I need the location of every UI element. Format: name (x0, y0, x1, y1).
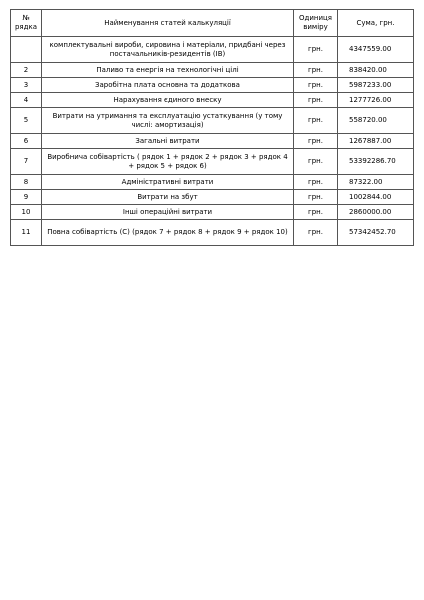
item-sum: 4347559.00 (338, 37, 414, 63)
table-row (11, 190, 414, 205)
item-name: Витрати на збут (42, 190, 294, 205)
table-header-row (11, 10, 414, 37)
item-sum: 838420.00 (338, 63, 414, 78)
calculation-table (10, 9, 414, 246)
table-row (11, 175, 414, 190)
table-row (11, 37, 414, 63)
table-row (11, 63, 414, 78)
item-unit: грн. (294, 37, 338, 63)
item-unit: грн. (294, 134, 338, 149)
item-sum: 2860000.00 (338, 205, 414, 220)
table-row (11, 108, 414, 134)
item-unit: грн. (294, 175, 338, 190)
table-row (11, 149, 414, 175)
row-number: 10 (11, 205, 42, 220)
item-sum: 5987233.00 (338, 78, 414, 93)
row-number: 11 (11, 220, 42, 246)
row-number (11, 37, 42, 63)
item-sum: 1002844.00 (338, 190, 414, 205)
row-number: 8 (11, 175, 42, 190)
item-unit: грн. (294, 63, 338, 78)
row-number: 7 (11, 149, 42, 175)
item-name: Загальні витрати (42, 134, 294, 149)
item-sum: 558720.00 (338, 108, 414, 134)
item-unit: грн. (294, 190, 338, 205)
item-unit: грн. (294, 108, 338, 134)
row-number: 4 (11, 93, 42, 108)
row-number: 5 (11, 108, 42, 134)
item-name: комплектувальні вироби, сировина і матеріали, придбані через постачальників-резидентів (ІВ) (42, 37, 294, 63)
item-unit: грн. (294, 93, 338, 108)
header-unit: Одиниця виміру (294, 10, 338, 37)
item-unit: грн. (294, 220, 338, 246)
table-row (11, 93, 414, 108)
item-name: Нарахування єдиного внеску (42, 93, 294, 108)
header-item-name: Найменування статей калькуляції (42, 10, 294, 37)
item-sum: 1267887.00 (338, 134, 414, 149)
item-name: Виробнича собівартість ( рядок 1 + рядок 2 + рядок 3 + рядок 4 + рядок 5 + рядок 6) (42, 149, 294, 175)
table-row (11, 134, 414, 149)
item-sum: 57342452.70 (338, 220, 414, 246)
item-sum: 87322.00 (338, 175, 414, 190)
item-unit: грн. (294, 149, 338, 175)
item-name: Заробітна плата основна та додаткова (42, 78, 294, 93)
header-sum: Сума, грн. (338, 10, 414, 37)
row-number: 6 (11, 134, 42, 149)
table-row (11, 205, 414, 220)
item-unit: грн. (294, 78, 338, 93)
row-number: 3 (11, 78, 42, 93)
row-number: 9 (11, 190, 42, 205)
row-number: 2 (11, 63, 42, 78)
item-unit: грн. (294, 205, 338, 220)
table-row (11, 78, 414, 93)
item-sum: 1277726.00 (338, 93, 414, 108)
item-sum: 53392286.70 (338, 149, 414, 175)
item-name: Інші операційні витрати (42, 205, 294, 220)
item-name: Повна собівартість (С) (рядок 7 + рядок 8 + рядок 9 + рядок 10) (42, 220, 294, 246)
header-row-number: № рядка (11, 10, 42, 37)
item-name: Адміністративні витрати (42, 175, 294, 190)
item-name: Витрати на утримання та експлуатацію устаткування (у тому числі: амортизація) (42, 108, 294, 134)
table-row (11, 220, 414, 246)
item-name: Паливо та енергія на технологічні цілі (42, 63, 294, 78)
